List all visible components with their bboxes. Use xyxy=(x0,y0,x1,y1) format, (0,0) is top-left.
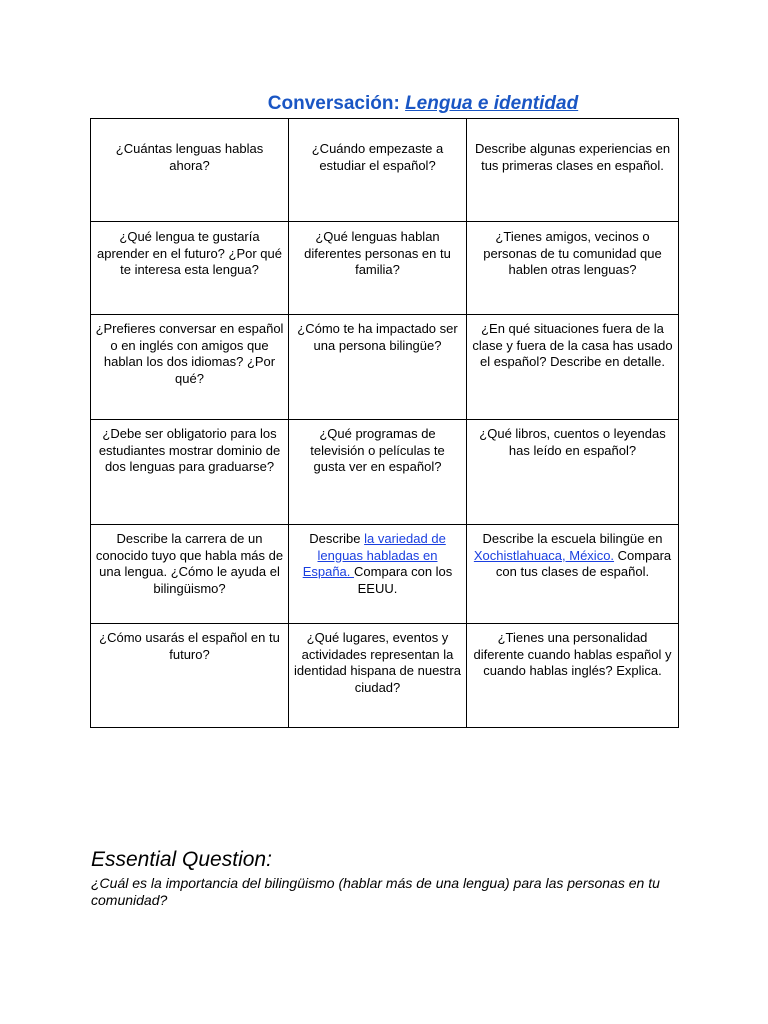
grid-row xyxy=(91,420,679,525)
title-emphasis: Lengua e identidad xyxy=(405,93,579,114)
question-cell: ¿Cómo te ha impactado ser una persona bilingüe? xyxy=(289,315,467,420)
question-cell: ¿Cuántas lenguas hablas ahora? xyxy=(91,119,289,222)
question-cell: ¿Tienes amigos, vecinos o personas de tu comunidad que hablen otras lenguas? xyxy=(467,222,679,315)
conversation-grid xyxy=(90,118,679,728)
question-cell: ¿Prefieres conversar en español o en inglés con amigos que hablan los dos idiomas? ¿Por qué? xyxy=(91,315,289,420)
xochistlahuaca-link[interactable]: Xochistlahuaca, México. xyxy=(473,547,615,563)
page-title xyxy=(0,93,768,115)
grid-row xyxy=(91,315,679,420)
cell-text: Describe la escuela bilingüe en xyxy=(482,531,663,546)
grid-row xyxy=(91,119,679,222)
question-cell: ¿Qué programas de televisión o películas te gusta ver en español? xyxy=(289,420,467,525)
grid-row xyxy=(91,525,679,624)
spain-languages-link[interactable]: la variedad de lenguas habladas en España. xyxy=(302,531,446,579)
question-cell: ¿Qué lengua te gustaría aprender en el futuro? ¿Por qué te interesa esta lengua? xyxy=(91,222,289,315)
question-cell: ¿Qué libros, cuentos o leyendas has leído en español? xyxy=(467,420,679,525)
essential-question-text: ¿Cuál es la importancia del bilingüismo (hablar más de una lengua) para las personas en tu comunidad? xyxy=(91,875,660,908)
question-cell: ¿Qué lugares, eventos y actividades representan la identidad hispana de nuestra ciudad? xyxy=(289,624,467,728)
question-cell: ¿Tienes una personalidad diferente cuando hablas español y cuando hablas inglés? Explica. xyxy=(467,624,679,728)
question-cell-with-link xyxy=(289,525,467,624)
grid-row xyxy=(91,222,679,315)
question-cell: ¿En qué situaciones fuera de la clase y fuera de la casa has usado el español? Describe en detalle. xyxy=(467,315,679,420)
cell-text: Compara con los EEUU. xyxy=(354,564,453,596)
question-cell: ¿Debe ser obligatorio para los estudiantes mostrar dominio de dos lenguas para graduarse? xyxy=(91,420,289,525)
question-cell: ¿Cómo usarás el español en tu futuro? xyxy=(91,624,289,728)
question-cell: Describe algunas experiencias en tus primeras clases en español. xyxy=(467,119,679,222)
essential-question-heading: Essential Question: xyxy=(91,848,272,871)
cell-text: Compara con tus clases de español. xyxy=(495,547,672,579)
grid-row xyxy=(91,624,679,728)
cell-text: Describe xyxy=(309,531,365,546)
question-cell: ¿Qué lenguas hablan diferentes personas en tu familia? xyxy=(289,222,467,315)
title-prefix: Conversación: xyxy=(267,93,406,114)
question-cell: ¿Cuándo empezaste a estudiar el español? xyxy=(289,119,467,222)
question-cell: Describe la carrera de un conocido tuyo que habla más de una lengua. ¿Cómo le ayuda el bilingüismo? xyxy=(91,525,289,624)
question-cell-with-link xyxy=(467,525,679,624)
